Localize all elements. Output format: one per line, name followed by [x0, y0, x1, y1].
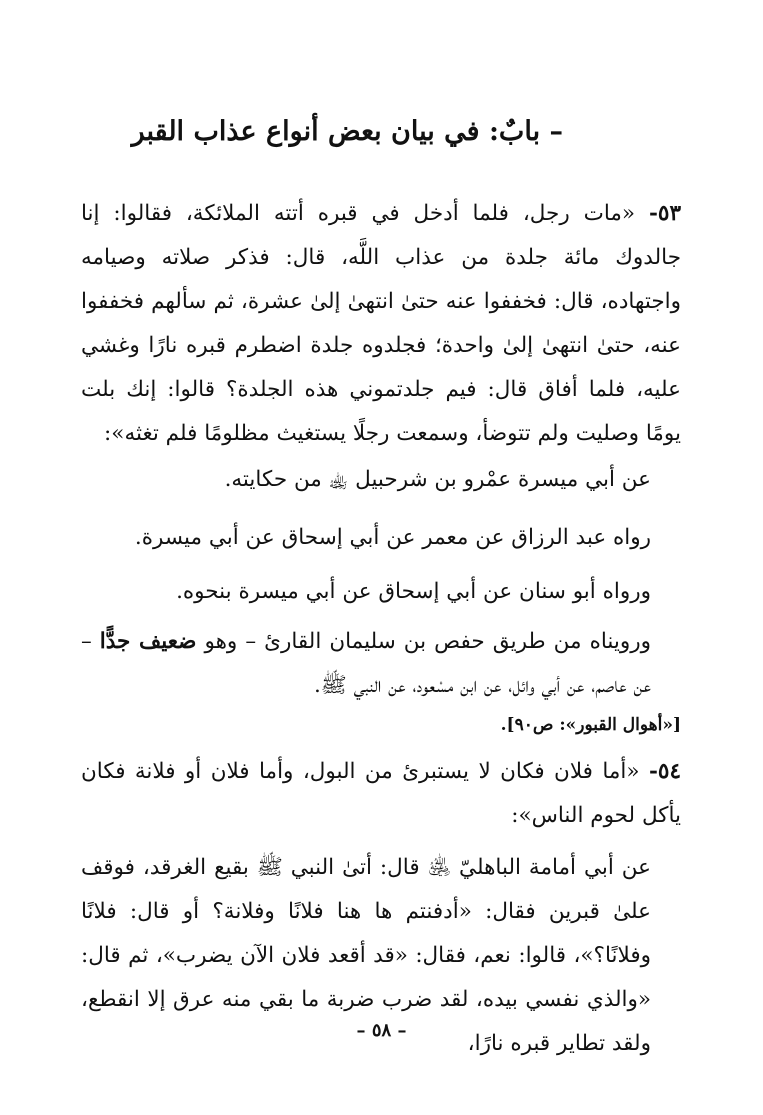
hadith-53-source-4 [81, 620, 681, 708]
hadith-54-matn: «أما فلان فكان لا يستبرئ من البول، وأما فلان أو فلانة فكان يأكل لحوم الناس»: [81, 759, 681, 828]
hadith-53-grading: ضعيف جدًّا [99, 629, 197, 654]
page-number: – ٥٨ – [356, 1020, 407, 1041]
hadith-53-number: ٥٣- [648, 201, 681, 226]
chapter-title: – بابٌ: في بيان بعض أنواع عذاب القبر [131, 116, 563, 147]
hadith-54-paragraph [81, 750, 681, 838]
hadith-53-source-3-line: ورواه أبو سنان عن أبي إسحاق عن أبي ميسرة بنحوه. [176, 579, 651, 604]
hadith-53-matn: «مات رجل، فلما أدخل في قبره أتته الملائكة، فقالوا: إنا جالدوك مائة جلدة من عذاب اللَّه، قال: فذكر صلاته وصيامه واجتهاده، قال: فخففوا عنه حتىٰ انتهىٰ إلىٰ عشرة، ثم سألهم فخففوا عنه، حتىٰ انتهىٰ إلىٰ واحدة؛ فجلدوه جلدة اضطرم قبره نارًا وغشي عليه، فلما أفاق قال: فيم جلدتموني هذه الجلدة؟ قالوا: إنك بلت يومًا وصليت ولم تتوضأ، وسمعت رجلًا يستغيث مظلومًا فلم تغثه»: [81, 201, 681, 446]
hadith-53-source-2-line: رواه عبد الرزاق عن معمر عن أبي إسحاق عن أبي ميسرة. [134, 525, 651, 550]
hadith-53-reference [81, 710, 681, 740]
hadith-54-source-paragraph: عن أبي أمامة الباهليّ ﵁ قال: أتىٰ النبي ﷺ بقيع الغرقد، فوقف علىٰ قبرين فقال: «أدفنتم ها هنا فلانًا وفلانة؟ أو قال: فلانًا وفلانًا؟»، قالوا: نعم، فقال: «قد أقعد فلان الآن يضرب»، ثم قال: «والذي نفسي بيده، لقد ضرب ضربة ما بقي منه عرق إلا انقطع، ولقد تطاير قبره نارًا، [81, 855, 651, 1056]
hadith-53-source-1 [81, 458, 681, 502]
hadith-54-text [81, 750, 681, 838]
hadith-53-source-4-after: – عن عاصم، عن أبي وائل، عن ابن مسْعود، عن النبي ﷺ. [81, 629, 651, 698]
hadith-53-paragraph [81, 192, 681, 456]
hadith-53-reference-line: [«أهوال القبور»: ص٩٠]. [500, 715, 681, 735]
hadith-53-source-4-before: ورويناه من طريق حفص بن سليمان القارئ – وهو [196, 629, 652, 654]
hadith-53-source-1-line: عن أبي ميسرة عمْرو بن شرحبيل ﵀ من حكايته. [224, 467, 651, 492]
hadith-53-text [81, 192, 681, 456]
hadith-54-number: ٥٤- [648, 759, 681, 784]
hadith-53-source-3 [81, 570, 681, 614]
hadith-53-source-4-paragraph [81, 620, 651, 708]
hadith-53-source-2 [81, 516, 681, 560]
